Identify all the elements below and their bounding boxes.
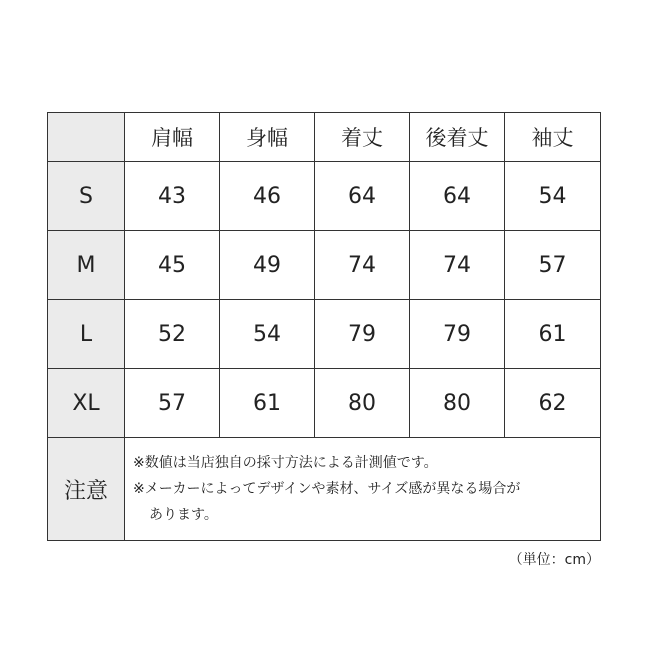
table-row (48, 369, 601, 438)
size-label: S (48, 162, 125, 231)
table-cell: 79 (315, 300, 410, 369)
table-cell: 54 (505, 162, 601, 231)
table-cell: 80 (410, 369, 505, 438)
table-cell: 64 (315, 162, 410, 231)
table-cell: 54 (220, 300, 315, 369)
size-label: L (48, 300, 125, 369)
size-label: XL (48, 369, 125, 438)
table-cell: 45 (125, 231, 220, 300)
note-line: ※メーカーによってデザインや素材、サイズ感が異なる場合が (133, 481, 521, 497)
note-label: 注意 (48, 438, 125, 541)
note-line: あります。 (149, 507, 218, 523)
table-cell: 61 (220, 369, 315, 438)
size-label: M (48, 231, 125, 300)
corner-cell (48, 113, 125, 162)
header-row (48, 113, 601, 162)
table-cell: 49 (220, 231, 315, 300)
table-cell: 64 (410, 162, 505, 231)
table-cell: 57 (505, 231, 601, 300)
table-cell: 74 (315, 231, 410, 300)
note-line: ※数値は当店独自の採寸方法による計測値です。 (133, 455, 438, 471)
header-shoulder-width: 肩幅 (125, 113, 220, 162)
note-text (125, 438, 601, 541)
table-cell: 52 (125, 300, 220, 369)
header-back-length: 後着丈 (410, 113, 505, 162)
header-body-width: 身幅 (220, 113, 315, 162)
table-cell: 74 (410, 231, 505, 300)
table-cell: 46 (220, 162, 315, 231)
table-cell: 57 (125, 369, 220, 438)
note-row (48, 438, 601, 541)
header-sleeve-length: 袖丈 (505, 113, 601, 162)
table-cell: 61 (505, 300, 601, 369)
table-cell: 62 (505, 369, 601, 438)
table-cell: 80 (315, 369, 410, 438)
table-row (48, 231, 601, 300)
unit-note: （単位：cm） (508, 552, 600, 568)
table-row (48, 300, 601, 369)
size-chart-table (47, 112, 601, 541)
table-cell: 79 (410, 300, 505, 369)
table-cell: 43 (125, 162, 220, 231)
header-length: 着丈 (315, 113, 410, 162)
table-row (48, 162, 601, 231)
